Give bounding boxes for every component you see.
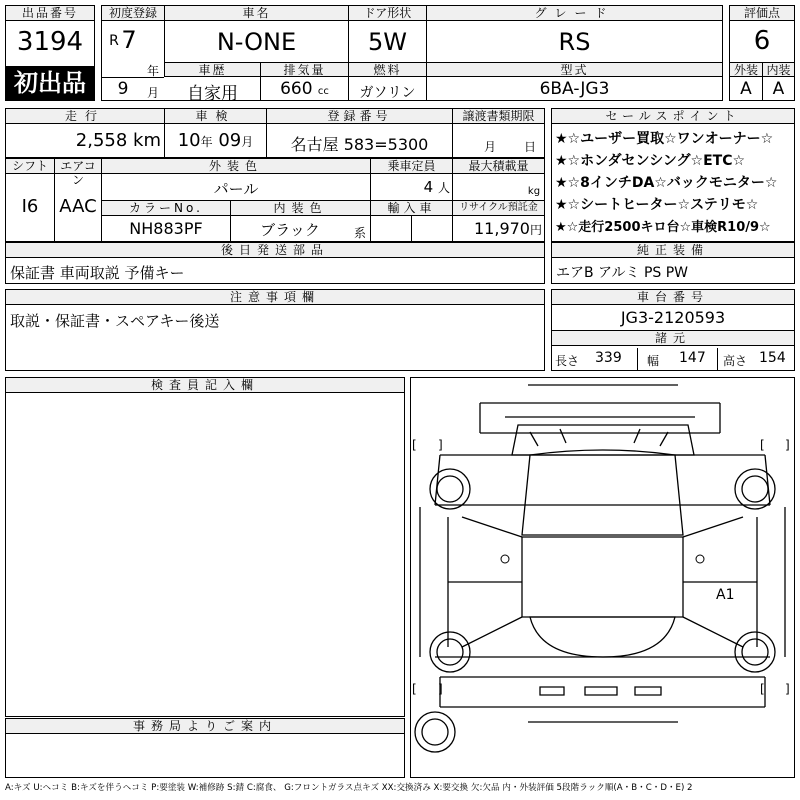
sales-point-line: ★☆ユーザー買取☆ワンオーナー☆ <box>555 131 774 147</box>
mileage-value: 2,558 <box>75 130 128 151</box>
lot-number: 3194 <box>16 27 84 57</box>
int-color-unit: 系 <box>353 226 366 240</box>
load-label: 最大積載量 <box>452 158 545 174</box>
bracket-left-front: [ <box>412 438 417 452</box>
inspector-box <box>5 377 405 717</box>
inspection-label: 車検 <box>164 108 267 124</box>
displacement <box>260 79 349 99</box>
inspection-date <box>164 130 267 151</box>
grade-label: グレード <box>426 5 723 21</box>
equipment-label: 純正装備 <box>551 242 795 258</box>
exterior-label: 外装 <box>729 62 763 77</box>
bracket-left-rear: [ <box>412 682 417 696</box>
dims-row <box>551 348 795 370</box>
fuel-label: 燃料 <box>348 62 427 77</box>
reg-year-unit: 年 <box>146 64 159 78</box>
mileage-label: 走行 <box>5 108 165 124</box>
dims-label: 諸元 <box>551 330 795 346</box>
interior-label: 内装 <box>762 62 795 77</box>
color-no: NH883PF <box>129 219 203 238</box>
reg-era: R <box>109 33 119 49</box>
bracket-right-front: [ <box>760 438 765 452</box>
color-no-label: カラーNo. <box>101 200 231 216</box>
capacity-value: 4 <box>423 178 434 196</box>
inspection-month-unit: 月 <box>241 135 254 149</box>
recycle-label: リサイクル預託金 <box>452 200 545 216</box>
model-label: 型式 <box>426 62 723 77</box>
chassis-number: JG3-2120593 <box>620 308 726 327</box>
displacement-label: 排気量 <box>260 62 349 77</box>
shift-label: シフト <box>5 158 55 174</box>
bracket-right-rear: [ <box>760 682 765 696</box>
height: 154 <box>759 350 786 366</box>
mileage <box>5 130 161 151</box>
recycle <box>452 219 542 238</box>
capacity-unit: 人 <box>437 181 450 195</box>
car-damage-diagram <box>410 377 795 778</box>
displacement-unit: cc <box>317 86 329 97</box>
car-name: N-ONE <box>216 28 297 56</box>
lot-label: 出品番号 <box>5 5 95 21</box>
sales-point-line: ★☆ホンダセンシング☆ETC☆ <box>555 153 746 169</box>
first-listing-badge: 初出品 <box>6 66 94 100</box>
reg-label: 初度登録 <box>101 5 165 21</box>
sales-point-line: ★☆シートヒーター☆ステリモ☆ <box>555 197 759 213</box>
capacity-label: 乗車定員 <box>370 158 453 174</box>
score-value: 6 <box>753 26 771 56</box>
shift: I6 <box>21 196 39 217</box>
width: 147 <box>679 350 706 366</box>
recycle-unit: 円 <box>529 223 542 237</box>
load-unit: kg <box>527 186 541 197</box>
height-label: 高さ <box>723 354 748 368</box>
door-type: 5W <box>368 28 407 56</box>
plate-label: 登録番号 <box>266 108 453 124</box>
reg-year: 7 <box>121 26 137 54</box>
later-parts-label: 後日発送部品 <box>5 242 545 258</box>
door-label: ドア形状 <box>348 5 427 21</box>
notes-label: 注意事項欄 <box>5 289 545 305</box>
length-label: 長さ <box>555 354 580 368</box>
plate-number: 名古屋 583=5300 <box>290 135 429 154</box>
sales-point-line: ★☆走行2500キロ台☆車検R10/9☆ <box>555 220 771 235</box>
exterior-grade: A <box>740 79 752 99</box>
mileage-unit: km <box>133 130 161 151</box>
int-color-label: 内装色 <box>230 200 371 216</box>
displacement-value: 660 <box>280 79 313 99</box>
width-label: 幅 <box>647 354 660 368</box>
later-parts: 保証書 車両取説 予備キー <box>10 264 185 282</box>
import-label: 輸入車 <box>370 200 453 216</box>
grade: RS <box>558 28 591 56</box>
transfer-label: 譲渡書類期限 <box>452 108 545 124</box>
inspection-year: 10 <box>177 130 201 151</box>
sales-points-list <box>551 126 795 242</box>
fuel: ガソリン <box>359 85 416 101</box>
damage-mark: A1 <box>716 587 735 603</box>
bracket-left-rear-close: ] <box>438 682 443 696</box>
ext-color: パール <box>213 180 259 198</box>
bracket-right-front-close: ] <box>785 438 790 452</box>
chassis-label: 車台番号 <box>551 289 795 305</box>
bracket-right-rear-close: ] <box>785 682 790 696</box>
recycle-value: 11,970 <box>474 219 530 238</box>
reg-month: 9 <box>117 79 129 99</box>
notes: 取説・保証書・スペアキー後送 <box>10 312 220 330</box>
ac: AAC <box>59 196 97 217</box>
interior-grade: A <box>772 79 785 99</box>
sales-points-label: セールスポイント <box>551 108 795 124</box>
ext-color-label: 外装色 <box>101 158 371 174</box>
length: 339 <box>595 350 622 366</box>
inspector-label: 検査員記入欄 <box>5 377 405 393</box>
capacity <box>370 178 450 196</box>
inspection-year-unit: 年 <box>200 135 213 149</box>
score-label: 評価点 <box>729 5 795 21</box>
transfer-day-unit: 日 <box>523 140 536 154</box>
inspection-month: 09 <box>218 130 242 151</box>
transfer-month-unit: 月 <box>483 140 496 154</box>
bracket-left-front-close: ] <box>438 438 443 452</box>
int-color: ブラック <box>260 221 320 239</box>
history-label: 車歴 <box>164 62 261 77</box>
model: 6BA-JG3 <box>539 79 610 99</box>
office-label: 事務局よりご案内 <box>5 718 405 734</box>
car-name-label: 車名 <box>164 5 349 21</box>
ac-label: エアコン <box>54 158 102 174</box>
car-history: 自家用 <box>187 84 238 104</box>
reg-month-unit: 月 <box>146 86 159 100</box>
equipment: エアB アルミ PS PW <box>556 265 689 281</box>
sales-point-line: ★☆8インチDA☆バックモニター☆ <box>555 175 778 191</box>
legend: A:キズ U:ヘコミ B:キズを伴うヘコミ P:要塗装 W:補修跡 S:錆 C:腐食、 G:フロントガラス点キズ XX:交換済み X:要交換 欠:欠品 内・外装評価 5段階ラック順(A・B・C・D・E) 2 <box>5 783 693 793</box>
